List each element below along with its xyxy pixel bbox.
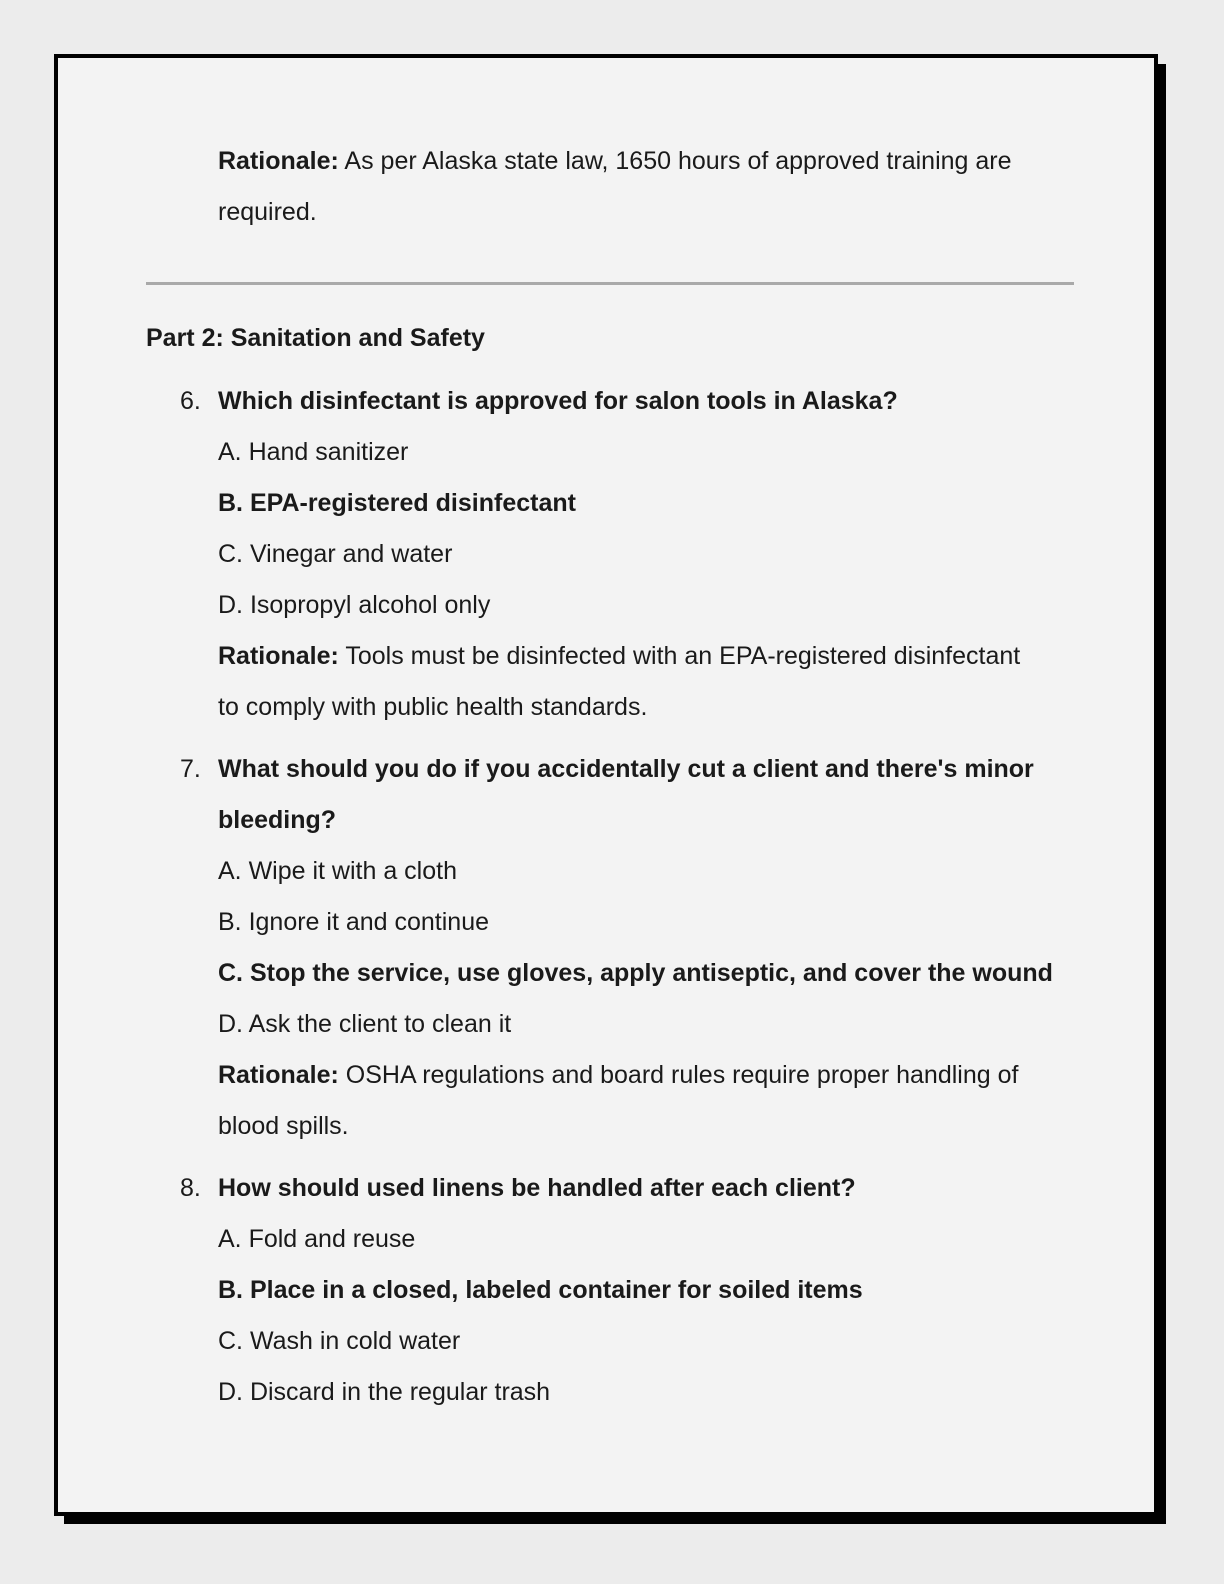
option-d: D. Ask the client to clean it bbox=[218, 1010, 512, 1038]
option-c-correct: C. Stop the service, use gloves, apply antiseptic, and cover the wound bbox=[218, 959, 1053, 987]
option-b: B. Ignore it and continue bbox=[218, 908, 490, 936]
question-text: How should used linens be handled after each client? bbox=[218, 1174, 856, 1202]
option-a: A. Fold and reuse bbox=[218, 1225, 416, 1253]
rationale-line1 bbox=[218, 641, 1020, 671]
option-d: D. Discard in the regular trash bbox=[218, 1378, 551, 1406]
rationale-line2: blood spills. bbox=[218, 1112, 349, 1140]
option-b-correct: B. EPA-registered disinfectant bbox=[218, 489, 576, 517]
prev-rationale-line2: required. bbox=[218, 198, 317, 226]
rationale-line2: to comply with public health standards. bbox=[218, 693, 648, 721]
question-text-line1: What should you do if you accidentally cut a client and there's minor bbox=[218, 755, 1034, 783]
rationale-text: Tools must be disinfected with an EPA-registered disinfectant bbox=[338, 642, 1021, 670]
option-c: C. Wash in cold water bbox=[218, 1327, 461, 1355]
option-d: D. Isopropyl alcohol only bbox=[218, 591, 491, 619]
section-divider bbox=[146, 282, 1074, 285]
question-text: Which disinfectant is approved for salon tools in Alaska? bbox=[218, 387, 898, 415]
option-c: C. Vinegar and water bbox=[218, 540, 453, 568]
option-a: A. Wipe it with a cloth bbox=[218, 857, 457, 885]
option-a: A. Hand sanitizer bbox=[218, 438, 409, 466]
question-number: 6. bbox=[180, 387, 201, 415]
rationale-label: Rationale: bbox=[218, 1061, 339, 1089]
rationale-line1 bbox=[218, 1060, 1018, 1090]
prev-rationale-line1 bbox=[218, 146, 1012, 176]
rationale-text: As per Alaska state law, 1650 hours of approved training are bbox=[338, 147, 1012, 175]
question-number: 8. bbox=[180, 1174, 201, 1202]
rationale-label: Rationale: bbox=[218, 147, 339, 175]
rationale-text: OSHA regulations and board rules require proper handling of bbox=[338, 1061, 1019, 1089]
rationale-label: Rationale: bbox=[218, 642, 339, 670]
option-b-correct: B. Place in a closed, labeled container for soiled items bbox=[218, 1276, 863, 1304]
question-text-line2: bleeding? bbox=[218, 806, 337, 834]
document-page bbox=[54, 54, 1158, 1516]
section-title: Part 2: Sanitation and Safety bbox=[146, 324, 485, 352]
question-number: 7. bbox=[180, 755, 201, 783]
